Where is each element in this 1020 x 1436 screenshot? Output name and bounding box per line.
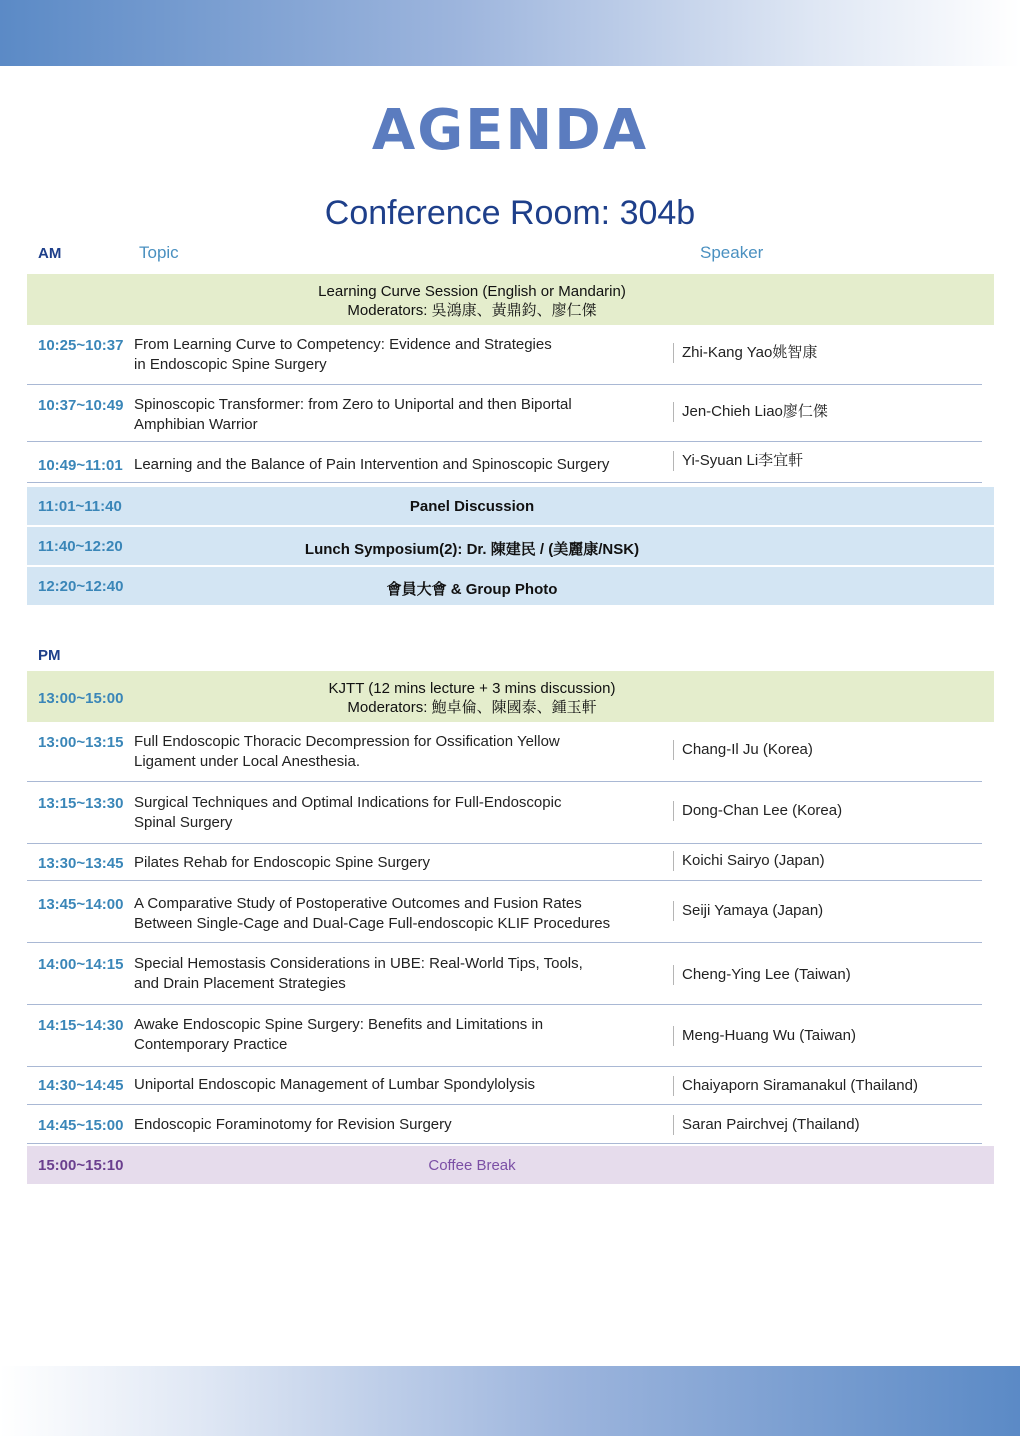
talk-speaker: Koichi Sairyo (Japan) — [673, 851, 825, 871]
talk-row — [27, 443, 982, 483]
lunch-symposium-band — [27, 527, 994, 565]
header-decor-band — [0, 0, 1020, 66]
talk-topic — [134, 1075, 669, 1095]
session-moderators: Moderators: 吳鴻康、黃鼎鈞、廖仁傑 — [347, 302, 597, 319]
pm-session-header — [27, 671, 994, 722]
talk-topic — [134, 732, 669, 772]
talk-topic-line: Uniportal Endoscopic Management of Lumbar Spondylolysis — [134, 1076, 536, 1093]
talk-row — [27, 1106, 982, 1144]
am-label: AM — [38, 245, 62, 262]
talk-row — [27, 723, 982, 782]
talk-time: 14:15~14:30 — [38, 1017, 124, 1034]
talk-topic — [134, 455, 669, 475]
talk-topic-line: From Learning Curve to Competency: Evidence and Strategies — [134, 336, 552, 353]
band-label: Lunch Symposium(2): Dr. 陳建民 / (美麗康/NSK) — [304, 541, 640, 558]
page-title: AGENDA — [371, 98, 649, 163]
coffee-break-band — [27, 1146, 994, 1184]
talk-speaker: Yi-Syuan Li李宜軒 — [673, 451, 803, 471]
talk-topic-line: Full Endoscopic Thoracic Decompression for Ossification Yellow — [134, 733, 560, 750]
talk-topic-line: A Comparative Study of Postoperative Outcomes and Fusion Rates — [134, 895, 582, 912]
talk-time: 13:30~13:45 — [38, 855, 124, 872]
talk-time: 13:15~13:30 — [38, 795, 124, 812]
talk-topic-line: Awake Endoscopic Spine Surgery: Benefits and Limitations in — [134, 1016, 544, 1033]
talk-topic-line: and Drain Placement Strategies — [134, 975, 346, 992]
talk-topic — [134, 793, 669, 833]
topic-column-header: Topic — [139, 243, 179, 262]
talk-time: 14:30~14:45 — [38, 1077, 124, 1094]
talk-topic — [134, 335, 669, 375]
panel-discussion-band — [27, 487, 994, 525]
talk-topic-line: Between Single-Cage and Dual-Cage Full-endoscopic KLIF Procedures — [134, 915, 611, 932]
talk-topic — [134, 1015, 669, 1055]
talk-time: 13:45~14:00 — [38, 896, 124, 913]
talk-speaker: Seiji Yamaya (Japan) — [673, 901, 823, 921]
am-session-header — [27, 274, 994, 325]
talk-row — [27, 1068, 982, 1105]
speaker-column-header: Speaker — [700, 243, 764, 262]
talk-topic-line: Special Hemostasis Considerations in UBE: Real-World Tips, Tools, — [134, 955, 583, 972]
talk-topic — [134, 954, 669, 994]
talk-time: 14:00~14:15 — [38, 956, 124, 973]
talk-topic-line: Learning and the Balance of Pain Intervention and Spinoscopic Surgery — [134, 456, 610, 473]
talk-topic — [134, 853, 669, 873]
talk-topic — [134, 894, 669, 934]
pm-label: PM — [38, 647, 61, 664]
band-time: 15:00~15:10 — [38, 1157, 124, 1174]
talk-time: 14:45~15:00 — [38, 1117, 124, 1134]
talk-topic-line: Spinal Surgery — [134, 814, 233, 831]
talk-row — [27, 783, 982, 844]
band-time: 12:20~12:40 — [38, 578, 124, 595]
talk-topic-line: Surgical Techniques and Optimal Indications for Full-Endoscopic — [134, 794, 562, 811]
talk-topic-line: Ligament under Local Anesthesia. — [134, 753, 360, 770]
talk-row — [27, 845, 982, 881]
talk-topic-line: Endoscopic Foraminotomy for Revision Surgery — [134, 1116, 452, 1133]
band-label: Coffee Break — [428, 1157, 516, 1174]
talk-speaker: Chang-Il Ju (Korea) — [673, 740, 813, 760]
talk-time: 10:49~11:01 — [38, 457, 123, 474]
talk-time: 13:00~13:15 — [38, 734, 124, 751]
talk-row — [27, 386, 982, 442]
band-time: 11:40~12:20 — [38, 538, 123, 555]
talk-topic — [134, 1115, 669, 1135]
group-photo-band — [27, 567, 994, 605]
talk-speaker: Zhi-Kang Yao姚智康 — [673, 343, 817, 363]
session-moderators: Moderators: 鮑卓倫、陳國泰、鍾玉軒 — [347, 699, 597, 716]
talk-topic-line: Spinoscopic Transformer: from Zero to Uniportal and then Biportal — [134, 396, 572, 413]
talk-speaker: Chaiyaporn Siramanakul (Thailand) — [673, 1076, 918, 1096]
talk-row — [27, 326, 982, 385]
talk-speaker: Cheng-Ying Lee (Taiwan) — [673, 965, 851, 985]
band-label: Panel Discussion — [409, 498, 535, 515]
footer-decor-band — [0, 1366, 1020, 1436]
talk-topic-line: Pilates Rehab for Endoscopic Spine Surgery — [134, 854, 431, 871]
band-time: 11:01~11:40 — [38, 498, 122, 515]
talk-time: 10:25~10:37 — [38, 337, 124, 354]
talk-topic-line: Amphibian Warrior — [134, 416, 258, 433]
session-time: 13:00~15:00 — [38, 690, 124, 707]
session-title: KJTT (12 mins lecture + 3 mins discussion) — [328, 680, 616, 697]
talk-row — [27, 882, 982, 943]
talk-time: 10:37~10:49 — [38, 397, 124, 414]
talk-topic — [134, 395, 669, 435]
session-title: Learning Curve Session (English or Mandarin) — [318, 283, 626, 300]
talk-speaker: Jen-Chieh Liao廖仁傑 — [673, 402, 828, 422]
room-title: Conference Room: 304b — [324, 194, 696, 232]
band-label: 會員大會 & Group Photo — [386, 581, 558, 598]
talk-row — [27, 944, 982, 1005]
talk-topic-line: Contemporary Practice — [134, 1036, 288, 1053]
talk-speaker: Saran Pairchvej (Thailand) — [673, 1115, 860, 1135]
talk-topic-line: in Endoscopic Spine Surgery — [134, 356, 327, 373]
talk-speaker: Dong-Chan Lee (Korea) — [673, 801, 842, 821]
talk-speaker: Meng-Huang Wu (Taiwan) — [673, 1026, 856, 1046]
talk-row — [27, 1006, 982, 1067]
